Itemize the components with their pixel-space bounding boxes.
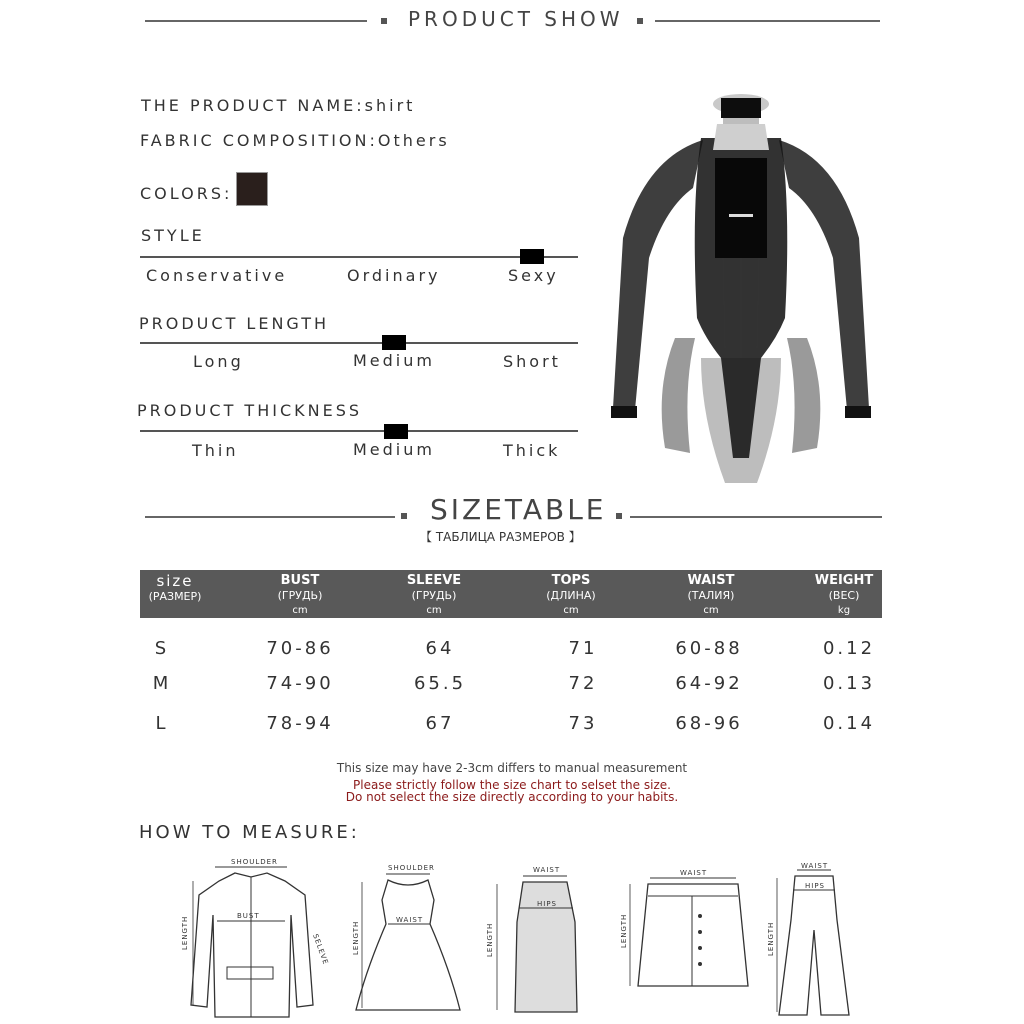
mini-skirt-waist-label: WAIST <box>680 869 708 877</box>
skirt-hips-label: HIPS <box>537 900 557 908</box>
skirt-diagram <box>483 862 593 1020</box>
length-option-long: Long <box>193 352 244 371</box>
column-header-bust: BUST (ГРУДЬ) cm <box>277 573 323 616</box>
column-header-size: size (РАЗМЕР) <box>148 572 202 603</box>
style-option-sexy: Sexy <box>508 266 559 285</box>
skirt-waist-label: WAIST <box>533 866 561 874</box>
cell-size: S <box>154 638 170 659</box>
style-option-conservative: Conservative <box>146 266 288 285</box>
thickness-option-medium: Medium <box>353 440 435 459</box>
column-header-weight: WEIGHT (ВЕС) kg <box>814 573 874 616</box>
color-swatch[interactable] <box>236 172 268 206</box>
dress-diagram <box>350 860 465 1020</box>
style-scale-line <box>140 256 578 258</box>
shirt-shoulder-label: SHOULDER <box>231 858 278 866</box>
sizetable-dot-right <box>616 513 622 519</box>
shirt-diagram <box>175 855 330 1020</box>
cell-bust: 74-90 <box>266 673 334 694</box>
page-title: PRODUCT SHOW <box>408 7 624 31</box>
thickness-option-thick: Thick <box>503 441 561 460</box>
pants-length-label: LENGTH <box>767 921 775 956</box>
length-scale-line <box>140 342 578 344</box>
mini-skirt-diagram <box>620 866 760 996</box>
warning-note-1: Please strictly follow the size chart to selset the size. <box>353 778 671 792</box>
shirt-sleeve-label: SELEVE <box>311 932 330 967</box>
length-option-medium: Medium <box>353 351 435 370</box>
thickness-title: PRODUCT THICKNESS <box>137 401 362 420</box>
column-header-tops: TOPS (ДЛИНА) cm <box>546 573 596 616</box>
thickness-option-thin: Thin <box>192 441 239 460</box>
cell-weight: 0.13 <box>822 673 876 694</box>
dress-length-label: LENGTH <box>352 920 360 955</box>
length-title: PRODUCT LENGTH <box>139 314 330 333</box>
thickness-marker <box>384 424 408 439</box>
header-dot-right <box>637 18 643 24</box>
shirt-length-label: LENGTH <box>181 915 189 950</box>
sizetable-title: SIZETABLE <box>430 493 607 526</box>
cell-sleeve: 67 <box>425 713 455 734</box>
length-marker <box>382 335 406 350</box>
sizetable-rule-left <box>145 516 395 518</box>
product-name: THE PRODUCT NAME:shirt <box>141 96 416 115</box>
shirt-bust-label: BUST <box>237 912 260 920</box>
header-rule-left <box>145 20 367 22</box>
fabric-composition: FABRIC COMPOSITION:Others <box>140 131 450 150</box>
length-option-short: Short <box>503 352 561 371</box>
measurement-note: This size may have 2-3cm differs to manual measurement <box>336 761 688 775</box>
warning-note-2: Do not select the size directly according to your habits. <box>345 790 679 804</box>
style-option-ordinary: Ordinary <box>347 266 441 285</box>
header-rule-right <box>655 20 880 22</box>
cell-tops: 73 <box>568 713 598 734</box>
colors-label: COLORS: <box>140 184 233 203</box>
cell-bust: 70-86 <box>266 638 334 659</box>
cell-waist: 60-88 <box>675 638 743 659</box>
pants-diagram <box>765 860 865 1020</box>
sizetable-dot-left <box>401 513 407 519</box>
sizetable-rule-right <box>630 516 882 518</box>
size-table-header <box>140 570 882 618</box>
cell-bust: 78-94 <box>266 713 334 734</box>
cell-sleeve: 65.5 <box>413 673 467 694</box>
cell-tops: 71 <box>568 638 598 659</box>
cell-weight: 0.14 <box>822 713 876 734</box>
how-to-measure-title: HOW TO MEASURE: <box>139 822 360 843</box>
cell-waist: 64-92 <box>675 673 743 694</box>
column-header-sleeve: SLEEVE (ГРУДЬ) cm <box>406 573 462 616</box>
pants-waist-label: WAIST <box>801 862 829 870</box>
product-photo <box>605 88 877 483</box>
mini-skirt-length-label: LENGTH <box>620 913 628 948</box>
cell-weight: 0.12 <box>822 638 876 659</box>
style-marker <box>520 249 544 264</box>
pants-hips-label: HIPS <box>805 882 825 890</box>
dress-waist-label: WAIST <box>396 916 424 924</box>
header-dot-left <box>381 18 387 24</box>
skirt-length-label: LENGTH <box>486 922 494 957</box>
cell-sleeve: 64 <box>425 638 455 659</box>
cell-size: M <box>152 673 172 694</box>
cell-tops: 72 <box>568 673 598 694</box>
cell-size: L <box>155 713 169 734</box>
cell-waist: 68-96 <box>675 713 743 734</box>
sizetable-subtitle: 【 ТАБЛИЦА РАЗМЕРОВ 】 <box>420 530 581 544</box>
style-title: STYLE <box>141 226 205 245</box>
column-header-waist: WAIST (ТАЛИЯ) cm <box>687 573 735 616</box>
dress-shoulder-label: SHOULDER <box>388 864 435 872</box>
thickness-scale-line <box>140 430 578 432</box>
